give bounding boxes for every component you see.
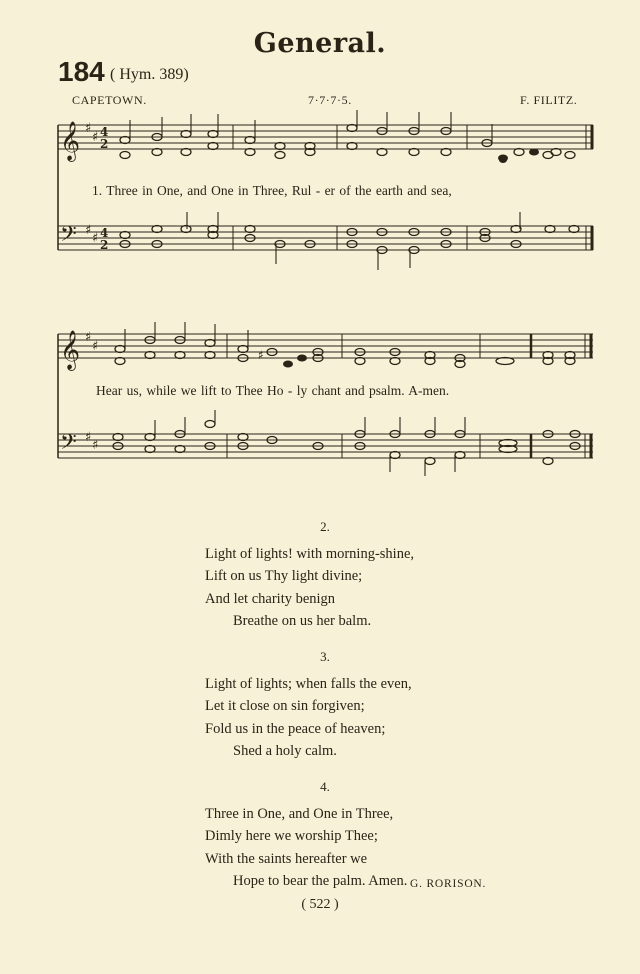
svg-text:♯: ♯: [92, 438, 99, 453]
svg-text:2: 2: [100, 137, 109, 151]
svg-text:♯: ♯: [92, 339, 99, 354]
verse-3: [205, 646, 445, 763]
svg-text:♯: ♯: [85, 121, 92, 136]
bass-clef-icon: 𝄢: [60, 430, 77, 460]
verse-4: [205, 776, 445, 893]
stems-bass-2: [155, 410, 465, 476]
verse-2: [205, 516, 445, 633]
hymn-reference: ( Hym. 389): [110, 66, 189, 83]
author: G. RORISON.: [410, 878, 487, 890]
verse-line: Three in One, and One in Three,: [205, 805, 394, 822]
quarter-notes-2: [283, 355, 307, 368]
stems-treble-1: [130, 110, 492, 143]
music-score: [0, 0, 640, 480]
bass-clef-icon: 𝄢: [60, 222, 77, 252]
svg-text:♯: ♯: [85, 330, 92, 345]
tune-name: CAPETOWN.: [72, 93, 147, 107]
verse-line: With the saints hereafter we: [205, 850, 368, 867]
verse-line: Lift on us Thy light divine;: [205, 568, 363, 584]
verse-line: Light of lights! with morning-shine,: [205, 545, 415, 562]
svg-text:♯: ♯: [92, 231, 99, 246]
page-number: ( 522 ): [301, 897, 339, 912]
notes-bass-1: [120, 226, 579, 254]
svg-text:♯: ♯: [258, 348, 264, 362]
treble-clef-icon: 𝄞: [60, 330, 81, 370]
notes-treble-1: [120, 125, 575, 159]
svg-text:♯: ♯: [92, 130, 99, 145]
staff-treble-2: [58, 334, 593, 358]
verse-number: 3.: [320, 649, 330, 664]
verse-line: Breathe on us her balm.: [233, 613, 372, 629]
svg-text:4: 4: [100, 125, 109, 139]
verse-line: Hope to bear the palm. Amen.: [233, 873, 408, 889]
verse-line: Let it close on sin forgiven;: [205, 698, 365, 714]
treble-clef-icon: 𝄞: [60, 121, 81, 161]
verse-line: Dimly here we worship Thee;: [205, 828, 378, 844]
verse-line: Fold us in the peace of heaven;: [205, 720, 386, 737]
svg-text:♯: ♯: [85, 223, 92, 238]
section-title: General.: [253, 28, 387, 59]
svg-text:2: 2: [100, 238, 109, 252]
svg-text:4: 4: [100, 226, 109, 240]
verse-line: And let charity benign: [205, 590, 336, 607]
lyric-line-1: 1. Three in One, and One in Three, Rul - er of the earth and sea,: [92, 183, 452, 198]
lyric-line-2: Hear us, while we lift to Thee Ho - ly chant and psalm. A-men.: [96, 383, 450, 398]
verse-line: Shed a holy calm.: [233, 743, 337, 759]
verse-line: Light of lights; when falls the even,: [205, 675, 412, 692]
meter: 7·7·7·5.: [308, 93, 352, 107]
hymn-number: 184: [58, 56, 105, 87]
verse-number: 4.: [320, 779, 330, 794]
svg-text:♯: ♯: [85, 430, 92, 445]
stems-treble-2: [125, 322, 248, 349]
composer: F. FILITZ.: [520, 93, 578, 107]
verse-number: 2.: [320, 519, 330, 534]
staff-treble-1: [58, 125, 593, 149]
